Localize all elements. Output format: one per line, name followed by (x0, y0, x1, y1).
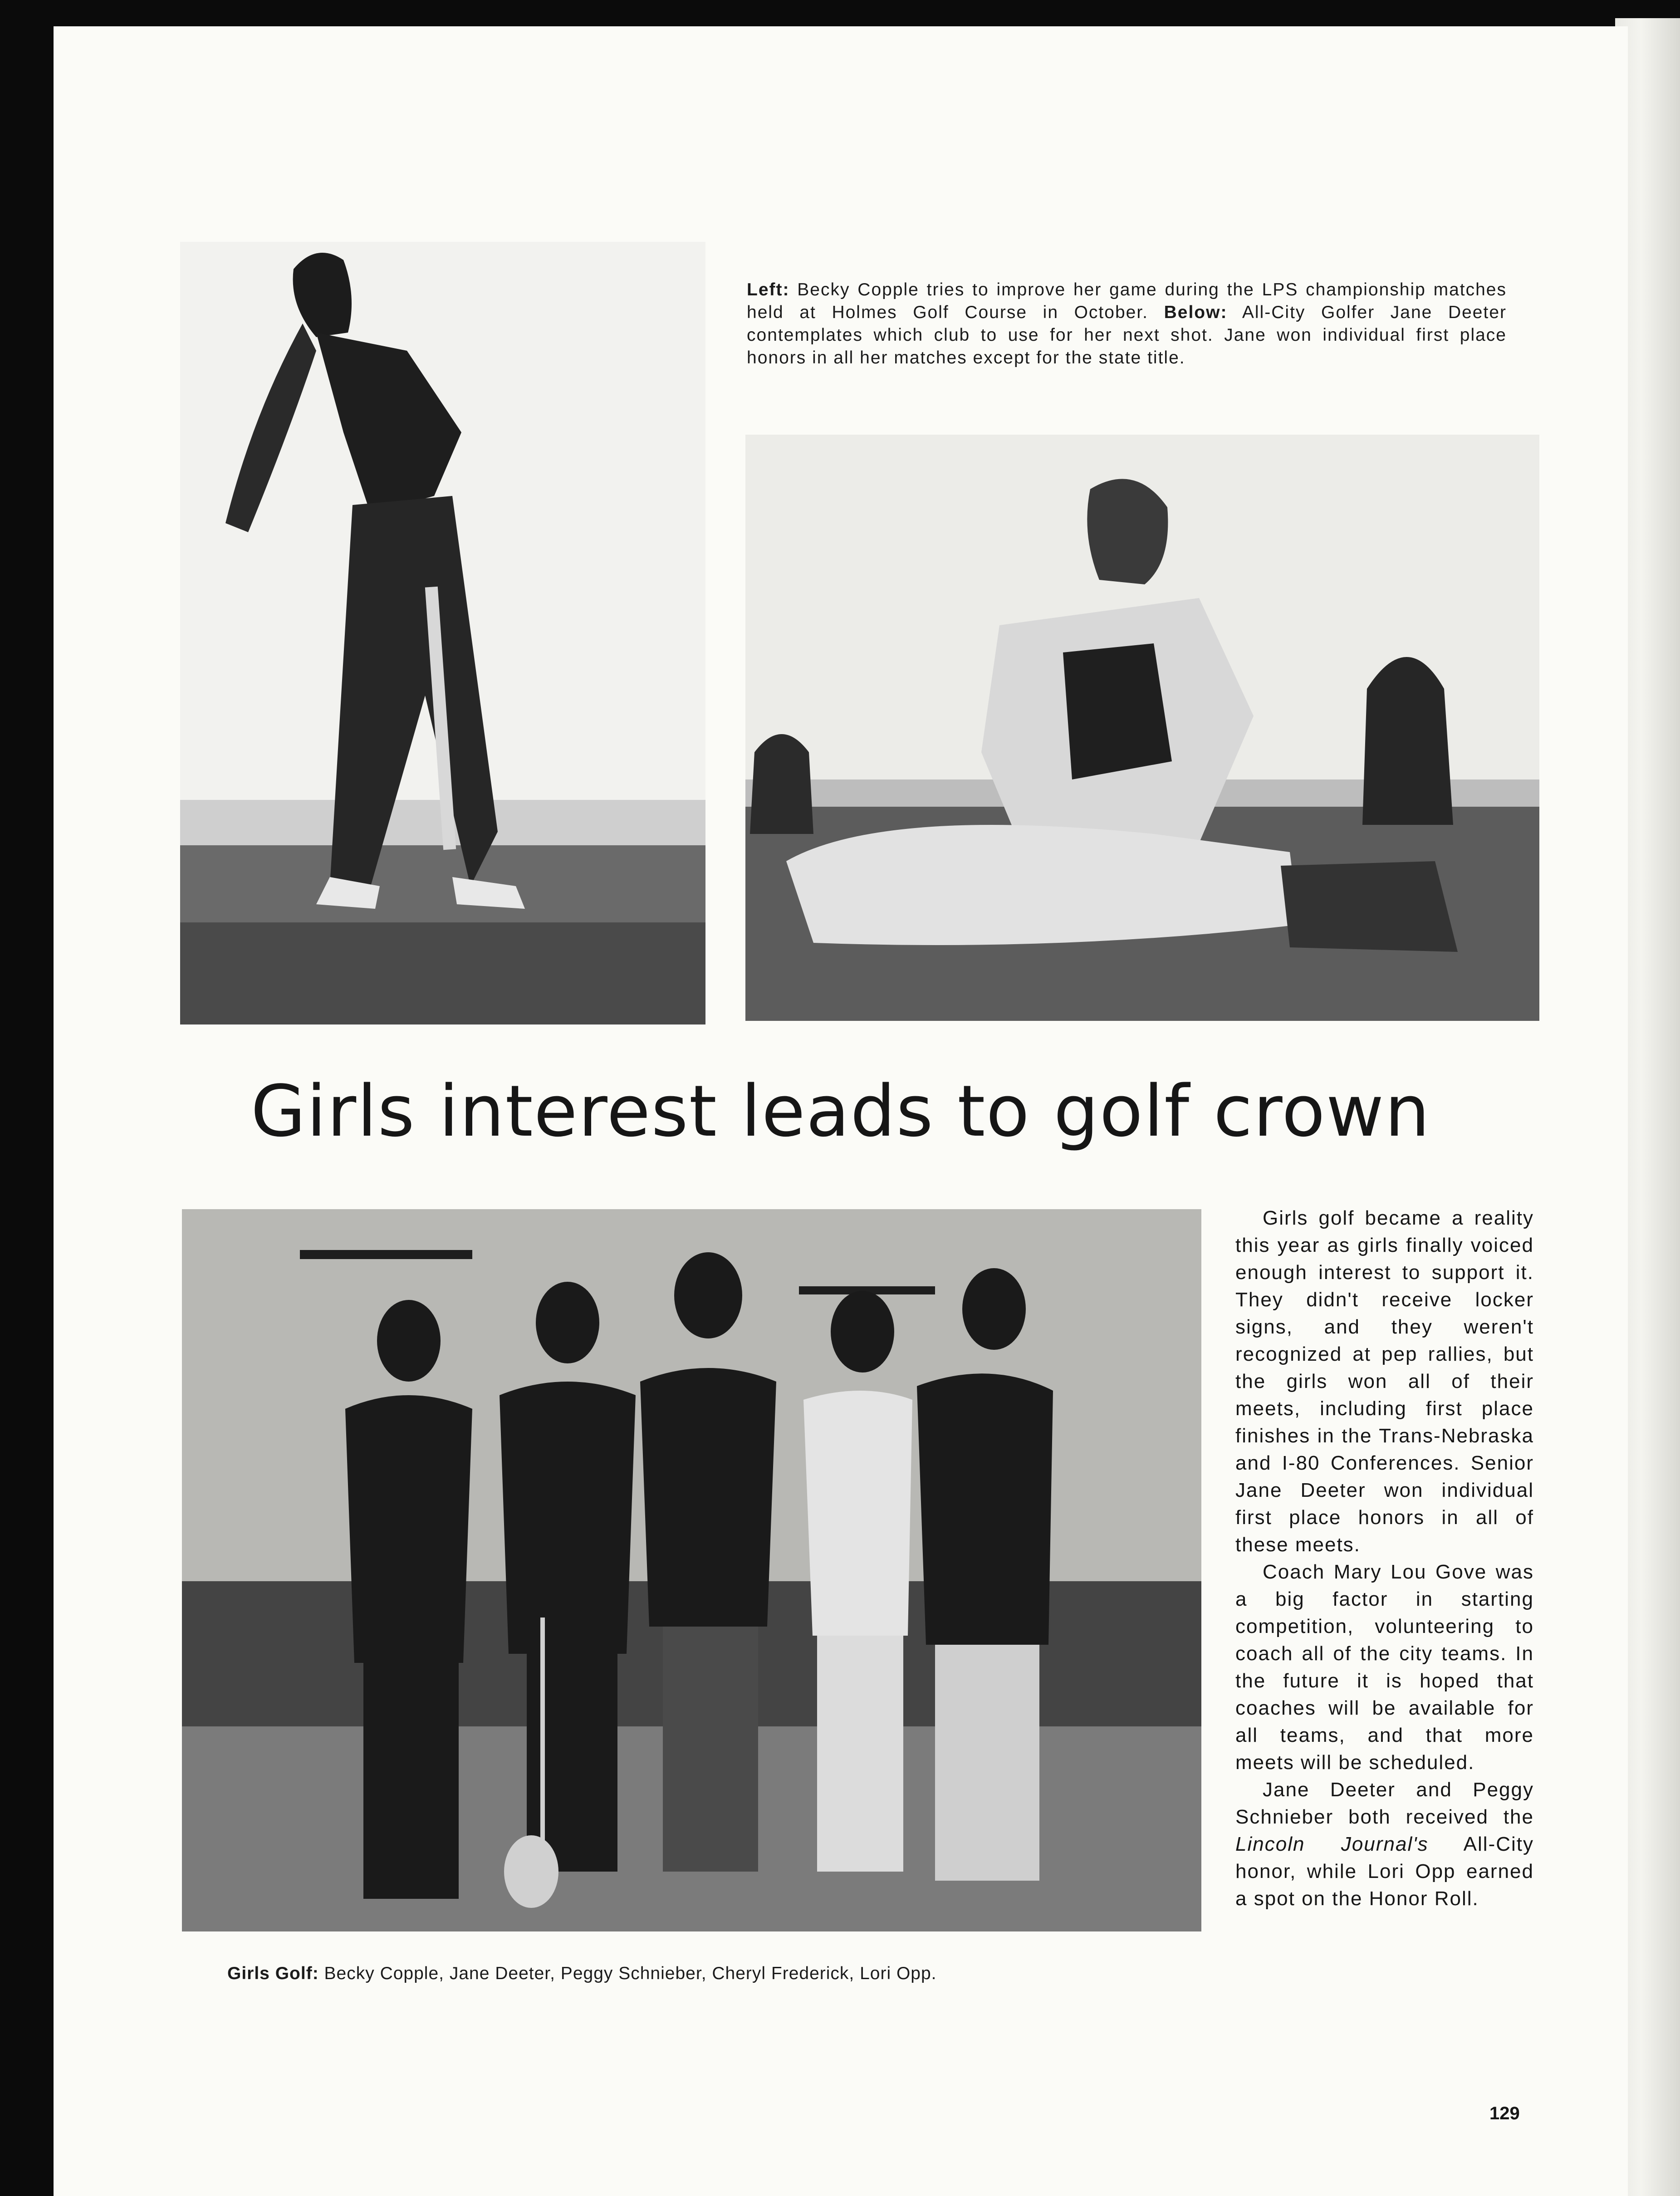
article-paragraph-3-start: Jane Deeter and Peggy Schnieber both received the (1235, 1779, 1534, 1828)
article-body (1235, 1205, 1534, 1912)
golfer-kneeling-image (745, 435, 1539, 1021)
article-paragraph-1: Girls golf became a reality this year as girls finally voiced enough interest to support it. They didn't receive locker signs, and they weren't recognized at pep rallies, but the girls won all of their meets, including first place finishes in the Trans-Nebraska and I-80 Conferences. Senior Jane Deeter won individual first place honors in all of these meets. (1235, 1207, 1534, 1556)
caption-below-text: All-City Golfer Jane Deeter contemplates which club to use for her next shot. Jane won individual first place honors in all her matches except for the state title. (747, 303, 1507, 368)
team-group-image (182, 1209, 1201, 1931)
article-paragraph-3 (1235, 1776, 1534, 1912)
golfer-kneeling-photo (745, 435, 1539, 1021)
yearbook-page (54, 26, 1628, 2196)
team-photo-caption (227, 1964, 1203, 1984)
top-photos-caption (747, 279, 1507, 369)
golfer-swing-image (180, 242, 705, 1024)
team-caption-text: Becky Copple, Jane Deeter, Peggy Schnieber, Cheryl Frederick, Lori Opp. (324, 1964, 937, 1983)
newspaper-title: Lincoln Journal's (1235, 1833, 1429, 1855)
team-caption-label: Girls Golf: (227, 1964, 319, 1983)
page-number: 129 (1489, 2103, 1520, 2123)
golfer-swing-photo (180, 242, 705, 1024)
article-paragraph-2: Coach Mary Lou Gove was a big factor in starting competition, volunteering to coach all of the city teams. In the future it is hoped that coaches will be available for all teams, and that more meets will be scheduled. (1235, 1561, 1534, 1774)
team-group-photo (182, 1209, 1201, 1931)
caption-left-text: Becky Copple tries to improve her game during the LPS championship matches held at Holmes Golf Course in October. (747, 280, 1507, 322)
caption-below-label: Below: (1164, 303, 1228, 322)
caption-left-label: Left: (747, 280, 790, 299)
article-paragraph-3-end: All-City honor, while Lori Opp earned a spot on the Honor Roll. (1235, 1833, 1534, 1910)
page-headline: Girls interest leads to golf crown (250, 1070, 1431, 1152)
